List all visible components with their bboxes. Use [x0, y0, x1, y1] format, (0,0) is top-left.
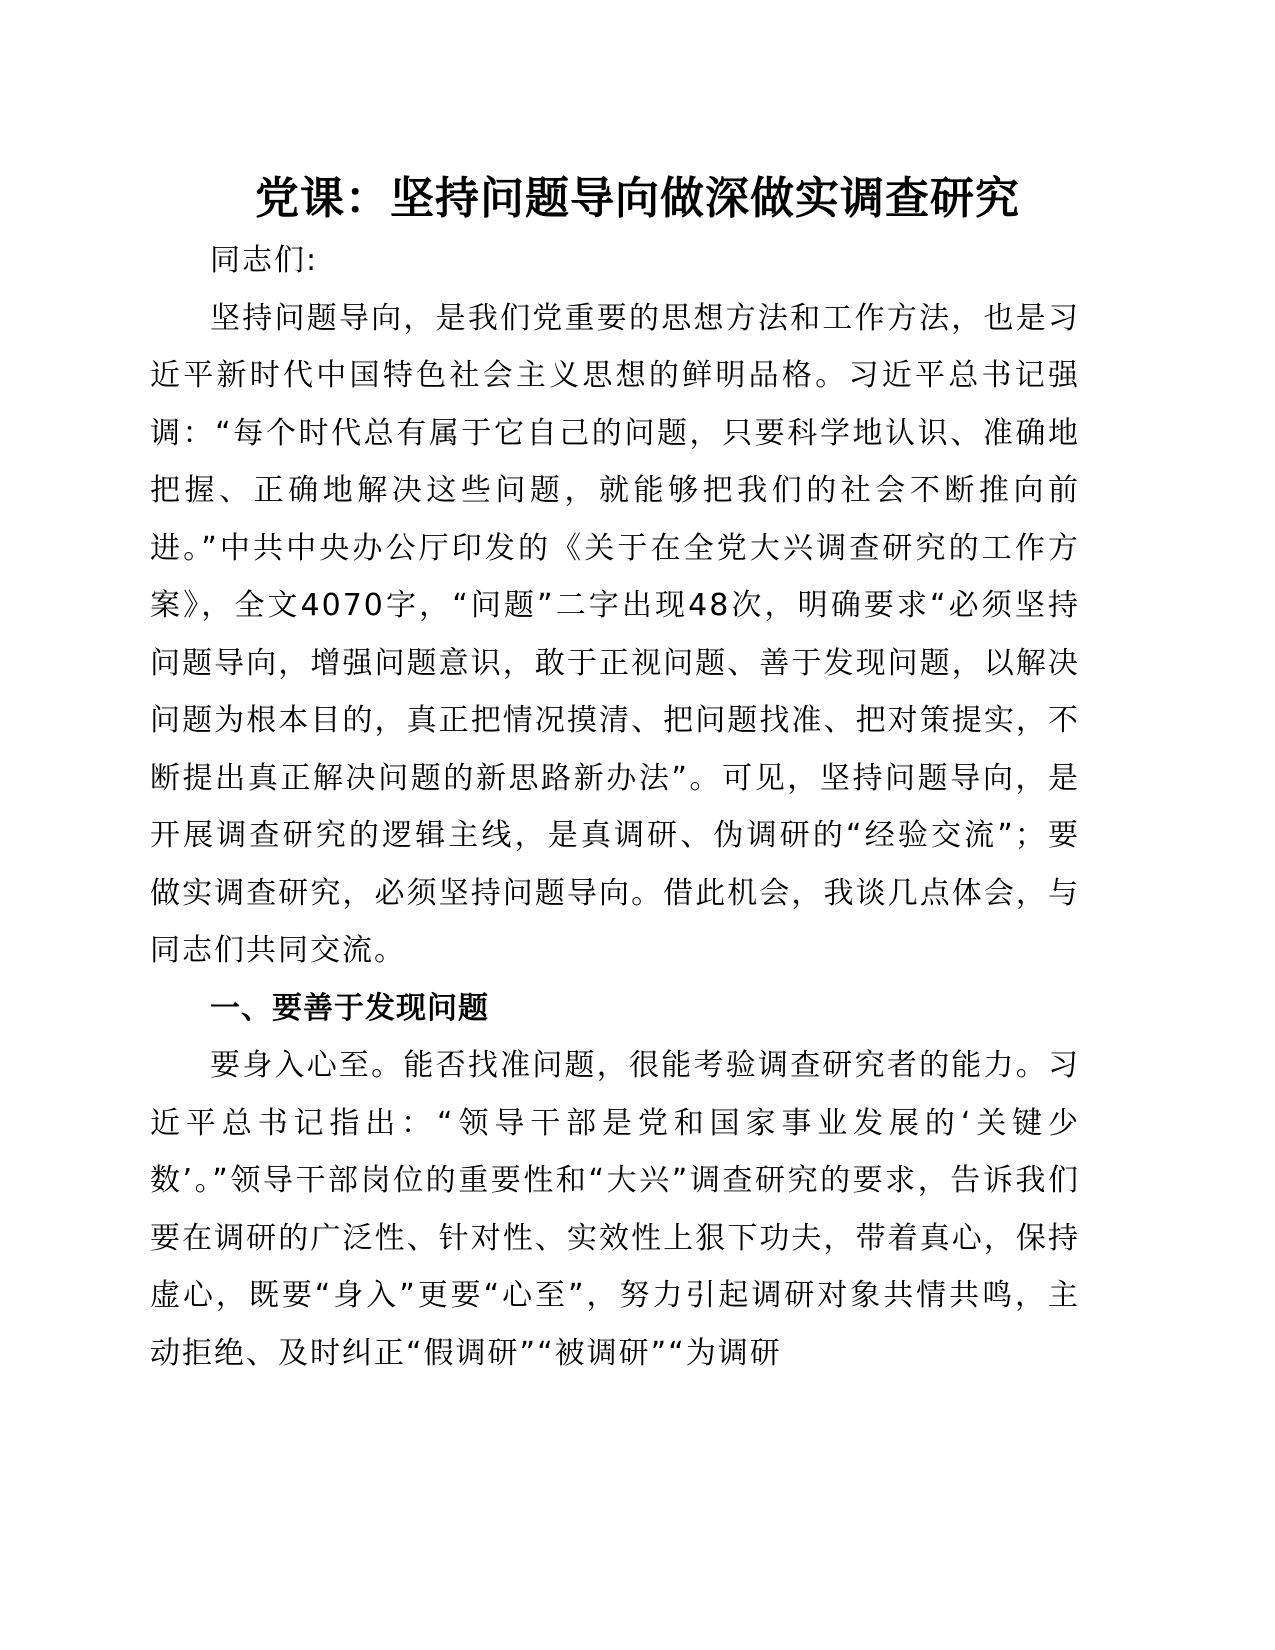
salutation: 同志们:	[210, 243, 319, 278]
paragraph-intro: 坚持问题导向，是我们党重要的思想方法和工作方法，也是习近平新时代中国特色社会主义思想的鲜明品格。习近平总书记强调：“每个时代总有属于它自己的问题，只要科学地认识、准确地把握、正确地解决这些问题，就能够把我们的社会不断推向前进。”中共中央办公厅印发的《关于在全党大兴调查研究的工作方案》，全文4070字，“问题”二字出现48次，明确要求“必须坚持问题导向，增强问题意识，敢于正视问题、善于发现问题，以解决问题为根本目的，真正把情况摸清、把问题找准、把对策提实，不断提出真正解决问题的新思路新办法”。可见，坚持问题导向，是开展调查研究的逻辑主线，是真调研、伪调研的“经验交流”；要做实调查研究，必须坚持问题导向。借此机会，我谈几点体会，与同志们共同交流。	[150, 300, 1080, 968]
section-heading-1: 一、要善于发现问题	[210, 990, 489, 1026]
document-body	[150, 232, 1080, 1382]
paragraph-section1: 要身入心至。能否找准问题，很能考验调查研究者的能力。习近平总书记指出：“领导干部是党和国家事业发展的‘关键少数’。”领导干部岗位的重要性和“大兴”调查研究的要求，告诉我们要在调研的广泛性、针对性、实效性上狠下功夫，带着真心，保持虚心，既要“身入”更要“心至”，努力引起调研对象共情共鸣，主动拒绝、及时纠正“假调研”“被调研”“为调研	[150, 1048, 1080, 1371]
document-title: 党课：坚持问题导向做深做实调查研究	[255, 173, 1020, 224]
